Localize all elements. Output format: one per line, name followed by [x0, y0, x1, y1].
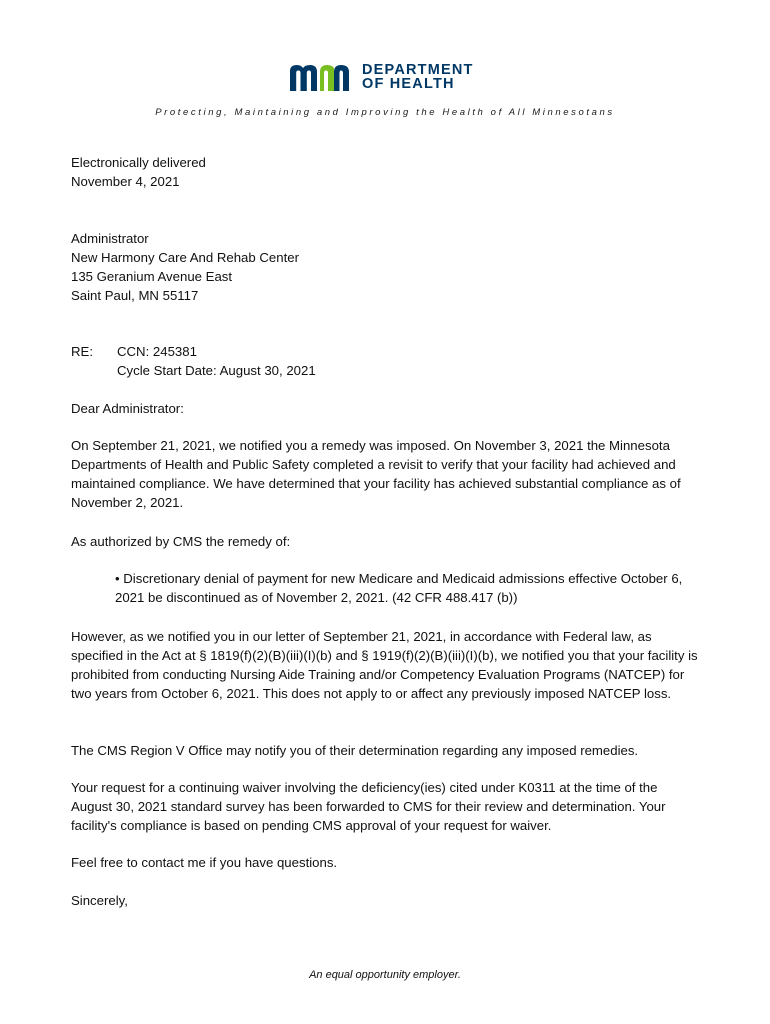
re-section [71, 342, 701, 382]
paragraph-5: Your request for a continuing waiver involving the deficiency(ies) cited under K0311 at the time of the August 30, 2021 standard survey has been forwarded to CMS for their review and determination. Your facility's compliance is based on pending CMS approval of your request for waiver. [71, 780, 666, 833]
paragraph-contact [71, 853, 701, 872]
address-line: 135 Geranium Avenue East [71, 269, 233, 284]
salutation-text: Dear Administrator: [71, 401, 184, 416]
footer-eoe: An equal opportunity employer. [309, 969, 461, 981]
address-line: Administrator [71, 231, 149, 246]
bullet-text: • Discretionary denial of payment for new Medicare and Medicaid admissions effective October 6, 2021 be discontinued as of November 2, 2021. (42 CFR 488.417 (b)) [115, 571, 683, 605]
re-label: RE: [71, 344, 93, 359]
paragraph-3: However, as we notified you in our letter of September 21, 2021, in accordance with Federal law, as specified in the Act at § 1819(f)(2)(B)(iii)(I)(b) and § 1919(f)(2)(B)(iii)(I)(b), we notified you that your facility is prohibited from conducting Nursing Aide Training and/or Competency Evaluation Programs (NATCEP) for two years from October 6, 2021. This does not apply to or affect any previously imposed NATCEP loss. [71, 629, 698, 701]
salutation [71, 399, 701, 418]
letter-date: November 4, 2021 [71, 174, 180, 189]
mdh-logo [290, 62, 474, 92]
logo-line-department: DEPARTMENT [362, 61, 474, 78]
paragraph-cms-region [71, 741, 701, 760]
tagline: Protecting, Maintaining and Improving the Health of All Minnesotans [155, 107, 615, 118]
logo-wordmark [362, 63, 474, 92]
mn-department-of-health-logo-icon [290, 62, 354, 92]
delivery-method: Electronically delivered [71, 155, 206, 170]
re-lines [117, 342, 316, 380]
address-line: Saint Paul, MN 55117 [71, 288, 199, 303]
paragraph-natcep [71, 627, 701, 703]
paragraph-6: Feel free to contact me if you have questions. [71, 855, 338, 870]
re-cycle-start: Cycle Start Date: August 30, 2021 [117, 363, 316, 378]
logo-line-of-health: OF HEALTH [362, 76, 455, 92]
re-ccn: CCN: 245381 [117, 344, 197, 359]
bullet-remedy [115, 569, 700, 607]
paragraph-remedy-notice [71, 436, 701, 512]
paragraph-1: On September 21, 2021, we notified you a remedy was imposed. On November 3, 2021 the Minnesota Departments of Health and Public Safety completed a revisit to verify that your facility had achieved and maintained compliance. We have determined that your facility has achieved substantial compliance as of November 2, 2021. [71, 438, 681, 510]
paragraph-2: As authorized by CMS the remedy of: [71, 534, 291, 549]
delivery-block [71, 153, 701, 191]
paragraph-4: The CMS Region V Office may notify you of their determination regarding any imposed remedies. [71, 743, 639, 758]
address-line: New Harmony Care And Rehab Center [71, 250, 299, 265]
recipient-address [71, 229, 701, 305]
paragraph-waiver [71, 778, 701, 835]
closing-text: Sincerely, [71, 893, 128, 908]
paragraph-authorized [71, 532, 701, 551]
closing [71, 891, 701, 910]
